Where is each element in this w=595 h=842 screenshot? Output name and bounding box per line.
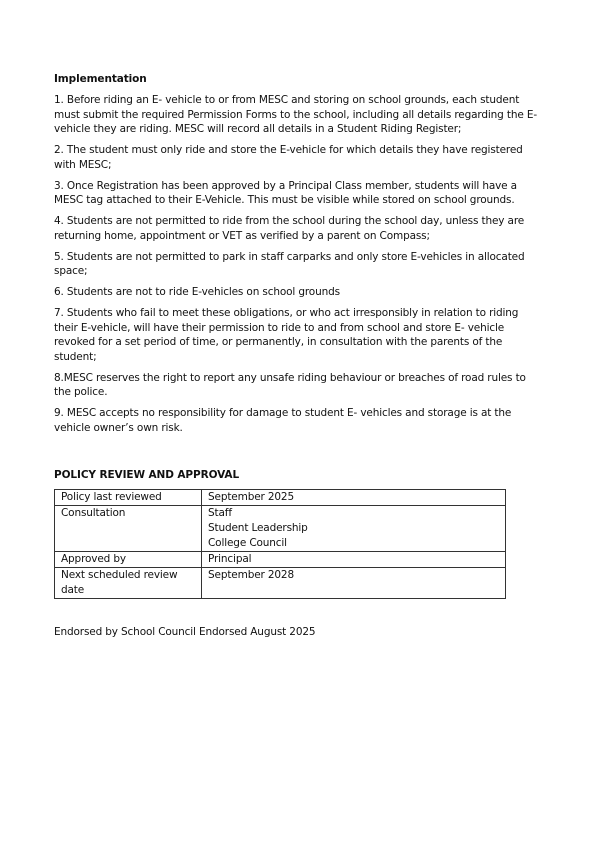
implementation-item-7: 7. Students who fail to meet these obligations, or who act irresponsibly in relation to riding their E-vehicle, will have their permission to ride to and from school and store E- vehicle revoked for a set period of time, or permanently, in consultation with the parents of the student; [54,306,519,363]
table-row [55,552,506,568]
row-value [202,552,506,568]
document-page [54,72,542,640]
implementation-item-1: 1. Before riding an E- vehicle to or from MESC and storing on school grounds, each student must submit the required Permission Forms to the school, including all details regarding the E-vehicle they are riding. MESC will record all details in a Student Riding Register; [54,94,537,136]
implementation-heading: Implementation [54,73,147,85]
table-row [55,506,506,552]
implementation-list [54,93,542,435]
implementation-item-2: 2. The student must only ride and store the E-vehicle for which details they have registered with MESC; [54,144,523,171]
policy-review-table [54,489,506,599]
row-value-line: September 2028 [208,569,294,582]
row-label: Consultation [55,506,202,552]
row-value [202,490,506,506]
endorsement-text: Endorsed by School Council Endorsed August 2025 [54,626,316,639]
row-label: Next scheduled review date [55,568,202,599]
implementation-item-5: 5. Students are not permitted to park in staff carparks and only store E-vehicles in allocated space; [54,250,525,278]
row-value-line: College Council [208,537,287,550]
implementation-item-8: 8.MESC reserves the right to report any unsafe riding behaviour or breaches of road rules to the police. [54,371,526,399]
policy-review-heading: POLICY REVIEW AND APPROVAL [54,469,240,482]
table-row [55,490,506,506]
row-value-line: September 2025 [208,491,294,504]
implementation-item-3: 3. Once Registration has been approved by a Principal Class member, students will have a MESC tag attached to their E-Vehicle. This must be visible while stored on school grounds. [54,179,517,207]
row-value [202,506,506,552]
implementation-item-4: 4. Students are not permitted to ride from the school during the school day, unless they are returning home, appointment or VET as verified by a parent on Compass; [54,215,525,242]
row-value-line: Staff [208,507,232,520]
implementation-item-6: 6. Students are not to ride E-vehicles on school grounds [54,286,340,299]
implementation-item-9: 9. MESC accepts no responsibility for damage to student E- vehicles and storage is at the vehicle owner’s own risk. [54,407,512,434]
row-value-line: Principal [208,553,252,566]
table-row [55,568,506,599]
row-label: Approved by [55,552,202,568]
row-value [202,568,506,599]
row-label: Policy last reviewed [55,490,202,506]
row-value-line: Student Leadership [208,522,308,535]
